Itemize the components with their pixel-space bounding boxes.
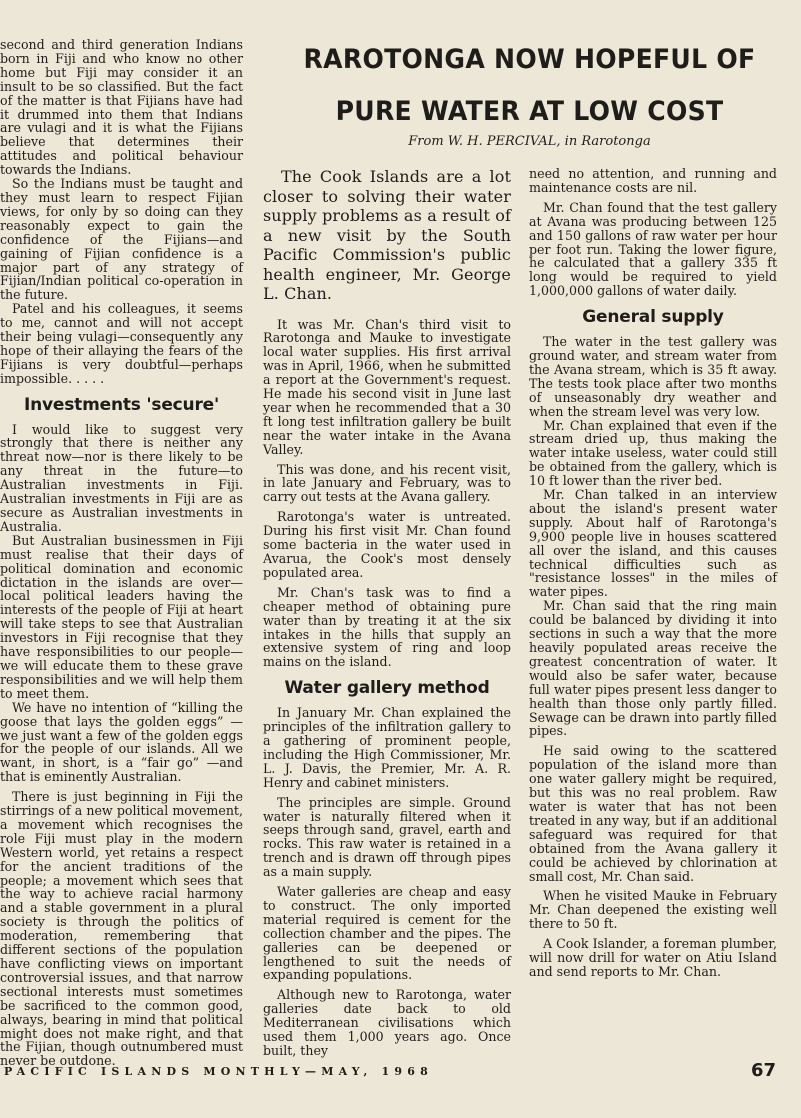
right-paragraph-3: The water in the test gallery was ground water, and stream water from the Avana stream, which is 35 ft away. The tests took place after two months of unseasonably dry weather and when the stream level was very low. (529, 334, 777, 419)
subheading-investments: Investments 'secure' (24, 394, 219, 415)
middle-paragraph-8: Although new to Rarotonga, water galleries date back to old Mediterranean civilisations which used them 1,000 years ago. Once built, they (263, 987, 511, 1058)
headline-line-2: PURE WATER AT LOW COST (335, 96, 724, 127)
right-paragraph-9: A Cook Islander, a foreman plumber, will now drill for water on Atiu Island and send reports to Mr. Chan. (529, 936, 777, 979)
right-paragraph-4: Mr. Chan explained that even if the stream dried up, thus making the water intake useless, water could still be obtained from the gallery, which is 10 ft lower than the river bed. (529, 417, 777, 489)
right-paragraph-6: Mr. Chan said that the ring main could be balanced by dividing it into sections in such a way that the more heavily populated areas receive the greatest concentration of water. It would also be safer water, because full water pipes present less danger to health than those only partly filled. Sewage can be drawn into partly filled pipes. (529, 598, 777, 739)
left-paragraph-6: We have no intention of “killing the goose that lays the golden eggs” —we just want a few of the golden eggs for the people of our islands. All we want, in short, is a “fair go” —and that is eminently Australian. (0, 699, 243, 785)
left-paragraph-5: But Australian businessmen in Fiji must realise that their days of political domination and economic dictation in the islands are over—local political leaders having the interests of the people of Fiji at heart will take steps to see that Australian investors in Fiji recognise that they have responsibilities to our people—we will educate them to these grave responsibilities and we will help them to meet them. (0, 532, 243, 701)
headline-line-1: RAROTONGA NOW HOPEFUL OF (303, 44, 756, 75)
article-byline: From W. H. PERCIVAL, in Rarotonga (408, 134, 651, 149)
left-column (0, 37, 243, 1069)
right-paragraph-5: Mr. Chan talked in an interview about the island's present water supply. About half of Rarotonga's 9,900 people live in houses scattered all over the island, and this causes technical difficulties such as "resistance losses" in the miles of water pipes. (529, 487, 777, 600)
middle-column (263, 167, 511, 1057)
page-footer (4, 1060, 794, 1084)
middle-paragraph-2: This was done, and his recent visit, in late January and February, was to carry out tests at the Avana gallery. (263, 461, 511, 505)
middle-paragraph-3: Rarotonga's water is untreated. During his first visit Mr. Chan found some bacteria in the water used in Avarua, the Cook's most densely populated area. (263, 509, 511, 580)
middle-paragraph-7: Water galleries are cheap and easy to construct. The only imported material required is cement for the collection chamber and the pipes. The galleries can be deepened or lengthened to suit the needs of expanding populations. (263, 884, 511, 983)
left-paragraph-1: second and third generation Indians born in Fiji and who know no other home but Fiji may consider it an insult to be so classified. But the fact of the matter is that Fijians have had it drummed into them that Indians are vulagi and it is what the Fijians believe that determines their attitudes and political behaviour towards the Indians. (0, 37, 243, 178)
middle-paragraph-1: It was Mr. Chan's third visit to Rarotonga and Mauke to investigate local water supplies. His first arrival was in April, 1966, when he submitted a report at the Government's request. He made his second visit in June last year when he recommended that a 30 ft long test infiltration gallery be built near the water intake in the Avana Valley. (263, 316, 511, 457)
middle-paragraph-6: The principles are simple. Ground water is naturally filtered when it seeps through sand, gravel, earth and rocks. This raw water is retained in a trench and is drawn off through pipes as a main supply. (263, 794, 511, 880)
right-paragraph-1: need no attention, and running and maintenance costs are nil. (529, 166, 777, 195)
article-lede: The Cook Islands are a lot closer to solving their water supply problems as a result of a new visit by the South Pacific Commission's public health engineer, Mr. George L. Chan. (263, 167, 511, 303)
subheading-general-supply: General supply (582, 307, 724, 328)
article-headline (277, 34, 782, 138)
left-paragraph-2: So the Indians must be taught and they must learn to respect Fijian views, for only by so doing can they reasonably expect to gain the confidence of the Fijians—and gaining of Fijian confidence is a major part of any strategy of Fijian/Indian political co-operation in the future. (0, 176, 243, 303)
publication-line: PACIFIC ISLANDS MONTHLY—MAY, 1968 (4, 1065, 433, 1078)
left-paragraph-7: There is just beginning in Fiji the stirrings of a new political movement, a movement which recognises the role Fiji must play in the modern Western world, yet retains a respect for the ancient traditions of the people; a movement which sees that the way to achieve racial harmony and a stable government in a plural society is through the politics of moderation, remembering that different sections of the population have conflicting views on important controversial issues, and that narrow sectional interests must sometimes be sacrificed to the common good, always, bearing in mind that political might does not make right, and that the Fijian, though outnumbered must never be outdone. (0, 789, 243, 1069)
right-paragraph-8: When he visited Mauke in February Mr. Chan deepened the existing well there to 50 ft. (529, 888, 777, 932)
right-paragraph-2: Mr. Chan found that the test gallery at Avana was producing between 125 and 150 gallons of raw water per hour per foot run. Taking the lower figure, he calculated that a gallery 335 ft long would be required to yield 1,000,000 gallons of water daily. (529, 199, 777, 299)
subheading-water-gallery: Water gallery method (284, 678, 490, 699)
page-number: 67 (750, 1060, 776, 1081)
right-paragraph-7: He said owing to the scattered population of the island more than one water gallery might be required, but this was no real problem. Raw water is water that has not been treated in any way, but if an additional safeguard was required for that obtained from the Avana gallery it could be achieved by chlorination at small cost, Mr. Chan said. (529, 743, 777, 884)
left-paragraph-3: Patel and his colleagues, it seems to me, cannot and will not accept their being vulagi—consequently any hope of their allaying the fears of the Fijians is very doubtful—perhaps impossible. . . . . (0, 301, 243, 386)
middle-paragraph-5: In January Mr. Chan explained the principles of the infiltration gallery to a gathering of prominent people, including the High Commissioner, Mr. L. J. Davis, the Premier, Mr. A. R. Henry and cabinet ministers. (263, 705, 511, 790)
middle-paragraph-4: Mr. Chan's task was to find a cheaper method of obtaining pure water than by treating it at the six intakes in the hills that supply an extensive system of ring and loop mains on the island. (263, 584, 511, 670)
left-paragraph-4: I would like to suggest very strongly that there is neither any threat now—nor is there likely to be any threat in the future—to Australian investments in Fiji. Australian investments in Fiji are as secure as Australian investments in Australia. (0, 421, 243, 534)
right-column (529, 167, 777, 1057)
